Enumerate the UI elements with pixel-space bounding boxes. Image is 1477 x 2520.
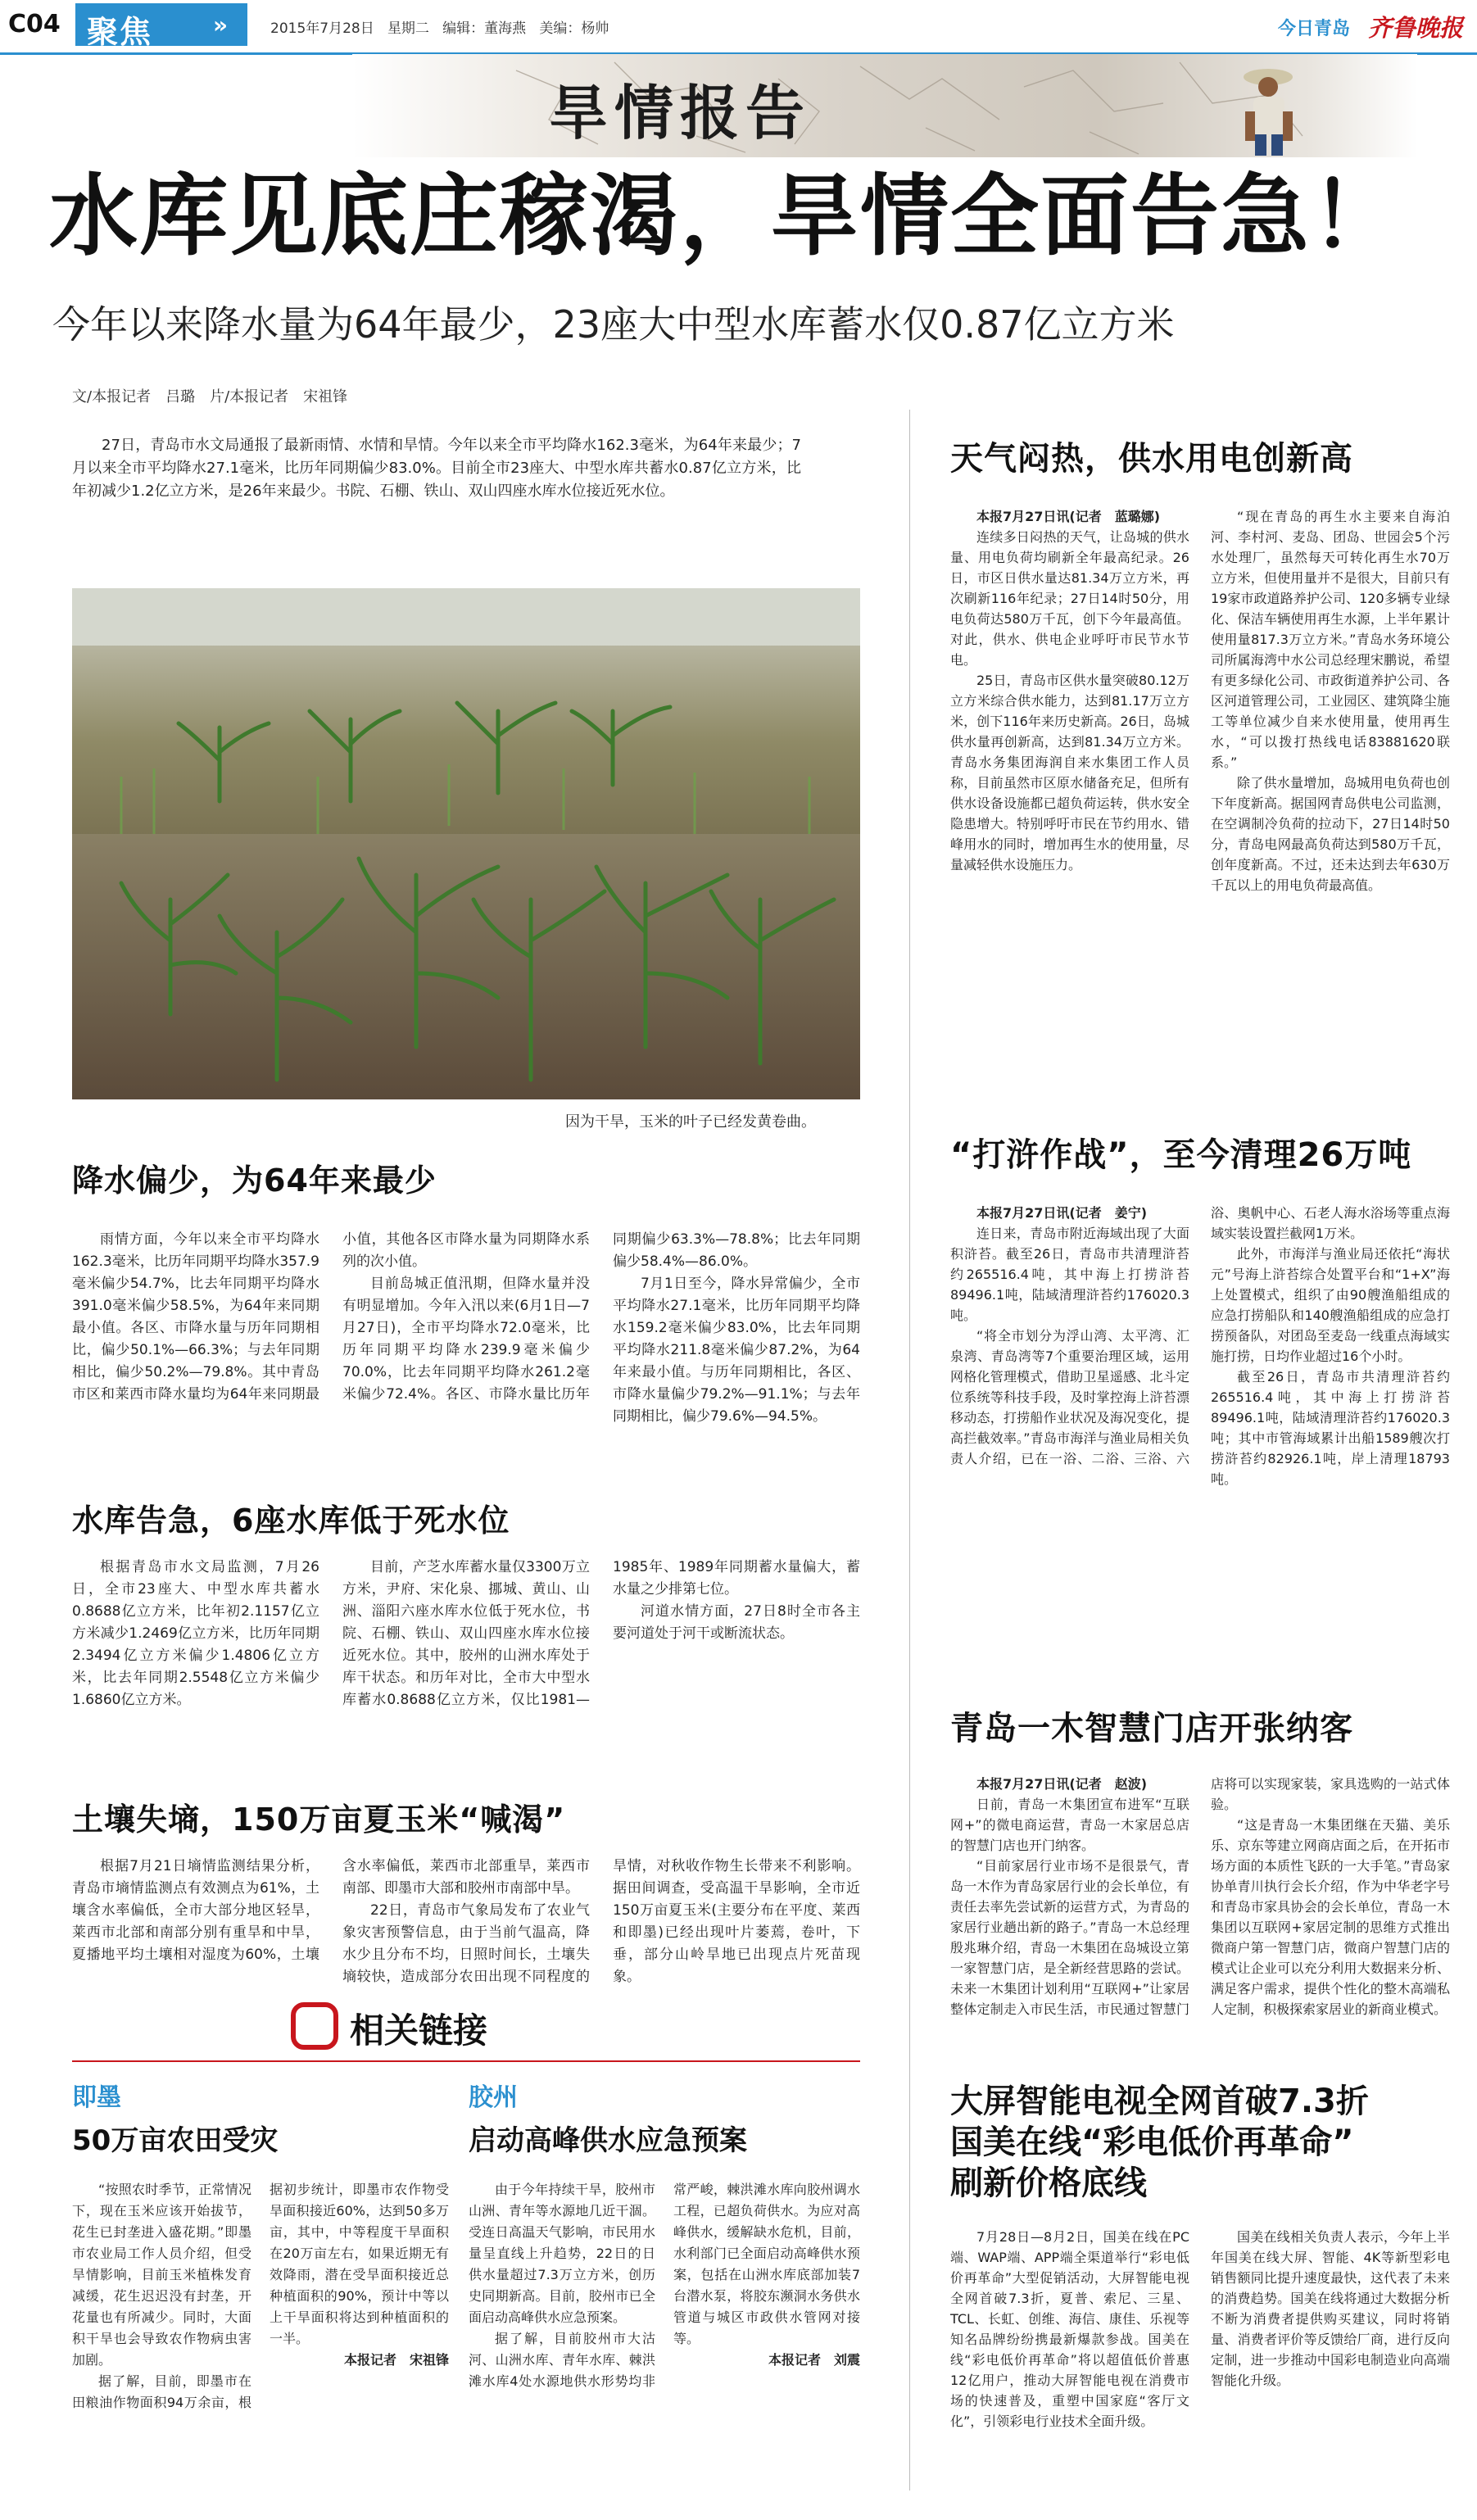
related-item-place: 胶州 [469, 2083, 518, 2112]
story-title-algae: “打浒作战”，至今清理26万吨 [950, 1136, 1412, 1174]
paragraph: 根据7月21日墒情监测结果分析，青岛市墒情监测点有效测点为61%，土壤含水率偏低，全市大部分地区轻旱，莱西市北部和南部分别有重旱和中旱，夏播地平均土壤相对湿度为60%，土壤含水率偏低，莱西市北部重旱，莱西市南部、即墨市大部和胶州市南部中旱。 [72, 1858, 590, 1963]
related-item-body-jimo [72, 2179, 449, 2491]
related-links-label: 相关链接 [350, 2010, 488, 2051]
paragraph: 由于今年持续干旱，胶州市山洲、青年等水源地几近干涸。受连日高温天气影响，市民用水量呈直线上升趋势，22日的日供水量超过7.3万立方米，创历史同期新高。目前，胶州市已全面启动高峰供水应急预案。 [469, 2182, 655, 2325]
paragraph: 根据青岛市水文局监测，7月26日，全市23座大、中型水库共蓄水0.8688亿立方米，比年初2.1157亿立方米减少1.2469亿立方米，比历年同期2.3494亿立方米偏少1.4806亿立方米，比去年同期2.5548亿立方米偏少1.6860亿立方米。 [72, 1559, 319, 1708]
column-divider [909, 410, 910, 2491]
paragraph: 此外，市海洋与渔业局还依托“海状元”号海上浒苔综合处置平台和“1+X”海上处置模式，组织了由90艘渔船组成的应急打捞船队和140艘渔船组成的应急打捞预备队，对团岛至麦岛一线重点海域实施打捞，日均作业超过16个小时。 [1211, 1246, 1450, 1364]
page-header [0, 0, 1477, 57]
section-tag [75, 3, 247, 50]
story-body-gome [950, 2227, 1450, 2505]
section-body-rainfall [72, 1229, 860, 1475]
title-line: 刷新价格底线 [950, 2164, 1147, 2202]
paragraph: 据了解，目前胶州市大沽河、山洲水库、青年水库、棘洪滩水库4处水源地供水形势均非常严峻，棘洪滩水库向胶州调水工程，已超负荷供水。为应对高峰供水，缓解缺水危机，目前，水利部门已全面启动高峰供水预案，包括在山洲水库底部加装7台潜水泵，将胶东濒洞水务供水管道与城区市政供水管网对接等。 [469, 2182, 860, 2389]
lead-text: 27日，青岛市水文局通报了最新雨情、水情和旱情。今年以来全市平均降水162.3毫米，为64年来最少；7月以来全市平均降水27.1毫米，比历年同期偏少83.0%。目前全市23座大、中型水库共蓄水0.87亿立方米，比年初减少1.2亿立方米，是26年来最少。书院、石棚、铁山、双山四座水库水位接近死水位。 [72, 437, 801, 500]
story-reporter: 本报7月27日讯(记者 姜宁) [976, 1205, 1148, 1221]
paragraph: 雨情方面，今年以来全市平均降水162.3毫米，比历年同期平均降水357.9毫米偏少54.7%，比去年同期平均降水391.0毫米偏少58.5%，为64年来同期最小值。各区、市降水量与历年同期相比，偏少50.1%—66.3%；与去年同期相比，偏少50.2%—79.8%。其中青岛市区和莱西市降水量均为64年来同期最小值，其他各区市降水量为同期降水系列的次小值。 [72, 1231, 590, 1403]
section-body-soil [72, 1856, 860, 1991]
title-line: 国美在线“彩电低价再革命” [950, 2123, 1354, 2161]
story-title-gome [950, 2081, 1458, 2204]
section-heading-soil: 土壤失墒，150万亩夏玉米“喊渴” [72, 1802, 566, 1838]
paragraph: 国美在线相关负责人表示，今年上半年国美在线大屏、智能、4K等新型彩电销售额同比提升速度最快，这代表了未来的消费趋势。国美在线将通过大数据分析不断为消费者提供购买建议，同时将销量、消费者评价等反馈给厂商，进行反向定制，进一步推动中国彩电制造业向高端智能化升级。 [1211, 2229, 1450, 2388]
paragraph: 连续多日闷热的天气，让岛城的供水量、用电负荷均刷新全年最高纪录。26日，市区日供水量达81.34万立方米，再次刷新116年纪录；27日14时50分，用电负荷达580万千瓦，创下今年最高值。对此，供水、供电企业呼吁市民节水节电。 [950, 529, 1189, 668]
related-byline: 本报记者 宋祖锋 [343, 2352, 449, 2368]
section-body-reservoirs [72, 1557, 860, 1778]
main-headline: 水库见底庄稼渴，旱情全面告急！ [49, 165, 1402, 268]
paper-logo: 齐鲁晚报 [1368, 14, 1464, 42]
designer-credit: 美编：杨帅 [539, 20, 609, 37]
story-reporter: 本报7月27日讯(记者 蓝璐娜) [976, 509, 1161, 524]
section-heading-rainfall: 降水偏少，为64年来最少 [72, 1163, 437, 1199]
paragraph: “将全市划分为浮山湾、太平湾、汇泉湾、青岛湾等7个重要治理区域，运用网格化管理模式，借助卫星遥感、北斗定位系统等科技手段，及时掌控海上浒苔漂移动态，打捞船作业状况及海况变化，提高拦截效率。”青岛市海洋与渔业局相关负责人介绍，已在一浴、二浴、三浴、六浴、奥帆中心、石老人海水浴场等重点海域实装设置拦截网1万米。 [950, 1205, 1450, 1466]
chevron-right-icon: » [213, 11, 229, 39]
related-links-header [291, 1999, 586, 2056]
related-links-rule [72, 2060, 860, 2062]
paragraph: “目前家居行业市场不是很景气，青岛一木作为青岛家居行业的会长单位，有责任去率先尝试新的运营方式，为青岛的家居行业趟出新的路子。”青岛一木总经理殷兆琳介绍，青岛一木集团在岛城设立第一家智慧门店，是全新经营思路的尝试。未来一木集团计划利用“互联网+”让家居整体定制走入市民生活，市民通过智慧门店将可以实现家装，家具选购的一站式体验。 [950, 1776, 1450, 2017]
cracked-earth-texture [352, 54, 1417, 157]
related-byline: 本报记者 刘震 [768, 2352, 860, 2368]
banner-title: 旱情报告 [549, 79, 812, 147]
paragraph: 据了解，目前，即墨市在田粮油作物面积94万余亩，根据初步统计，即墨市农作物受旱面积接近60%，达到50多万亩，其中，中等程度干旱面积在20万亩左右，如果近期无有效降雨，潜在受旱面积接近总种植面积的90%，预计中等以上干旱面积将达到种植面积的一半。 [72, 2182, 449, 2410]
paragraph: 22日，青岛市气象局发布了农业气象灾害预警信息，由于当前气温高，降水少且分布不均，日照时间长，土壤失墒较快，造成部分农田出现不同程度的旱情，对秋收作物生长带来不利影响。据田间调查，受高温干旱影响，全市近150万亩夏玉米(主要分布在平度、莱西和即墨)已经出现叶片萎蔫，卷叶，下垂，部分山岭旱地已出现点片死苗现象。 [342, 1858, 860, 1985]
paragraph: 7月1日至今，降水异常偏少，全市平均降水27.1毫米，比历年同期平均降水159.2毫米偏少83.0%，比去年同期平均降水211.8毫米偏少87.2%，为64年来最小值。与历年同期相比，各区、市降水量偏少79.2%—91.1%；与去年同期相比，偏少79.6%—94.5%。 [613, 1276, 860, 1425]
issue-info [270, 16, 609, 37]
paragraph: 目前岛城正值汛期，但降水量并没有明显增加。今年入汛以来(6月1日—7月27日)，全市平均降水72.0毫米，比历年同期平均降水239.9毫米偏少70.0%，比去年同期平均降水261.2毫米偏少72.4%。各区、市降水量比历年同期偏少63.3%—78.8%；比去年同期偏少58.4%—86.0%。 [342, 1231, 860, 1403]
issue-weekday: 星期二 [387, 20, 429, 37]
main-subheadline: 今年以来降水量为64年最少，23座大中型水库蓄水仅0.87亿立方米 [52, 302, 1175, 347]
related-item-body-jiaozhou [469, 2179, 860, 2491]
story-title-weather: 天气闷热，供水用电创新高 [950, 440, 1353, 478]
section-heading-reservoirs: 水库告急，6座水库低于死水位 [72, 1502, 510, 1539]
paragraph: 日前，青岛一木集团宣布进军“互联网+”的微电商运营，青岛一木家居总店的智慧门店也开门纳客。 [950, 1797, 1189, 1853]
related-item-title: 50万亩农田受灾 [72, 2124, 279, 2157]
paragraph: “现在青岛的再生水主要来自海泊河、李村河、麦岛、团岛、世园会5个污水处理厂，虽然每天可转化再生水70万立方米，但使用量并不是很大，目前只有19家市政道路养护公司、120多辆专业绿化、保洁车辆使用再生水源，上半年累计使用量817.3万立方米。”青岛水务环境公司所属海湾中水公司总经理宋鹏说，希望有更多绿化公司、市政街道养护公司、各区河道管理公司，工业园区、建筑降尘施工等单位减少自来水使用量，使用再生水，“可以拨打热线电话83881620联系。” [1211, 509, 1450, 770]
issue-date: 2015年7月28日 [270, 20, 374, 37]
banner-image [352, 54, 1417, 157]
page-number: C04 [8, 10, 61, 39]
farmer-figure-icon [1244, 69, 1293, 156]
paragraph: “按照农时季节，正常情况下，现在玉米应该开始拔节，花生已封垄进入盛花期。”即墨市农业局工作人员介绍，但受旱情影响，目前玉米植株发育减缓，花生迟迟没有封垄，开花量也有所减少。同时，大面积干旱也会导致农作物病虫害加剧。 [72, 2182, 251, 2368]
paragraph: 7月28日—8月2日，国美在线在PC端、WAP端、APP端全渠道举行“彩电低价再革命”大型促销活动，大屏智能电视全网首破7.3折，夏普、索尼、三星、TCL、长虹、创维、海信、康佳、乐视等知名品牌纷纷携最新爆款参战。国美在线“彩电低价再革命”将以超值低价普惠12亿用户，推动大屏智能电视在消费市场的快速普及，重塑中国家庭“客厅文化”，引领彩电行业技术全面升级。 [950, 2229, 1189, 2429]
region-label: 今日青岛 [1278, 19, 1351, 39]
related-item-place: 即墨 [72, 2083, 121, 2112]
link-chain-icon [291, 2002, 338, 2050]
paragraph: 目前，产芝水库蓄水量仅3300万立方米，尹府、宋化泉、挪城、黄山、山洲、淄阳六座水库水位低于死水位，书院、石棚、铁山、双山四座水库水位接近死水位。其中，胶州的山洲水库处于库干状态。和历年对比，全市大中型水库蓄水0.8688亿立方米，仅比1981—1985年、1989年同期蓄水量偏大，蓄水量之少排第七位。 [342, 1559, 860, 1708]
corn-field-drawing [72, 588, 860, 1099]
paragraph: 河道水情方面，27日8时全市各主要河道处于河干或断流状态。 [613, 1603, 860, 1642]
main-byline: 文/本报记者 吕璐 片/本报记者 宋祖锋 [72, 388, 348, 406]
photo-caption: 因为干旱，玉米的叶子已经发黄卷曲。 [565, 1113, 816, 1131]
paragraph: 25日，青岛市区供水量突破80.12万立方米综合供水能力，达到81.17万立方米，创下116年来历史新高。26日，岛城供水量再创新高，达到81.34万立方米。青岛水务集团海润自来水集团工作人员称，目前虽然市区原水储备充足，但所有供水设备设施都已超负荷运转，供水安全隐患增大。特别呼吁市民在节约用水、错峰用水的同时，增加再生水的使用量，尽量减轻供水设施压力。 [950, 673, 1189, 872]
paragraph: 截至26日，青岛市共清理浒苔约265516.4吨，其中海上打捞浒苔89496.1吨，陆域清理浒苔约176020.3吨；其中市管海域累计出船1589艘次打捞浒苔约82926.1吨，岸上清理18793吨。 [1211, 1369, 1450, 1487]
paragraph: “这是青岛一木集团继在天猫、美乐乐、京东等建立网商店面之后，在开拓市场方面的本质性飞跃的一大手笔。”青岛家协单青川执行会长介绍，作为中华老字号和青岛市家具协会的会长单位，青岛一木集团以互联网+家居定制的思维方式推出微商户第一智慧门店，微商户智慧门店的模式让企业可以充分利用大数据来分析、满足客户需求，提供个性化的整木高端私人定制，积极探索家居业的新商业模式。 [1211, 1817, 1450, 2017]
story-reporter: 本报7月27日讯(记者 赵波) [976, 1776, 1148, 1792]
story-body-weather [950, 506, 1450, 1063]
title-line: 大屏智能电视全网首破7.3折 [950, 2083, 1369, 2120]
corn-photo [72, 588, 860, 1099]
section-label: 聚焦 [87, 14, 153, 50]
paragraph: 连日来，青岛市附近海域出现了大面积浒苔。截至26日，青岛市共清理浒苔约265516.4吨，其中海上打捞浒苔89496.1吨，陆域清理浒苔约176020.3吨。 [950, 1226, 1189, 1323]
related-item-title: 启动高峰供水应急预案 [469, 2124, 747, 2157]
story-title-yimu: 青岛一木智慧门店开张纳客 [950, 1710, 1353, 1747]
story-body-algae [950, 1203, 1450, 1661]
lead-paragraph [72, 434, 801, 503]
paragraph: 除了供水量增加，岛城用电负荷也创下年度新高。据国网青岛供电公司监测，在空调制冷负荷的拉动下，27日14时50分，青岛电网最高负荷达到580万千瓦，创年度新高。不过，还未达到去年630万千瓦以上的用电负荷最高值。 [1211, 775, 1450, 893]
editor-credit: 编辑：董海燕 [442, 20, 527, 37]
